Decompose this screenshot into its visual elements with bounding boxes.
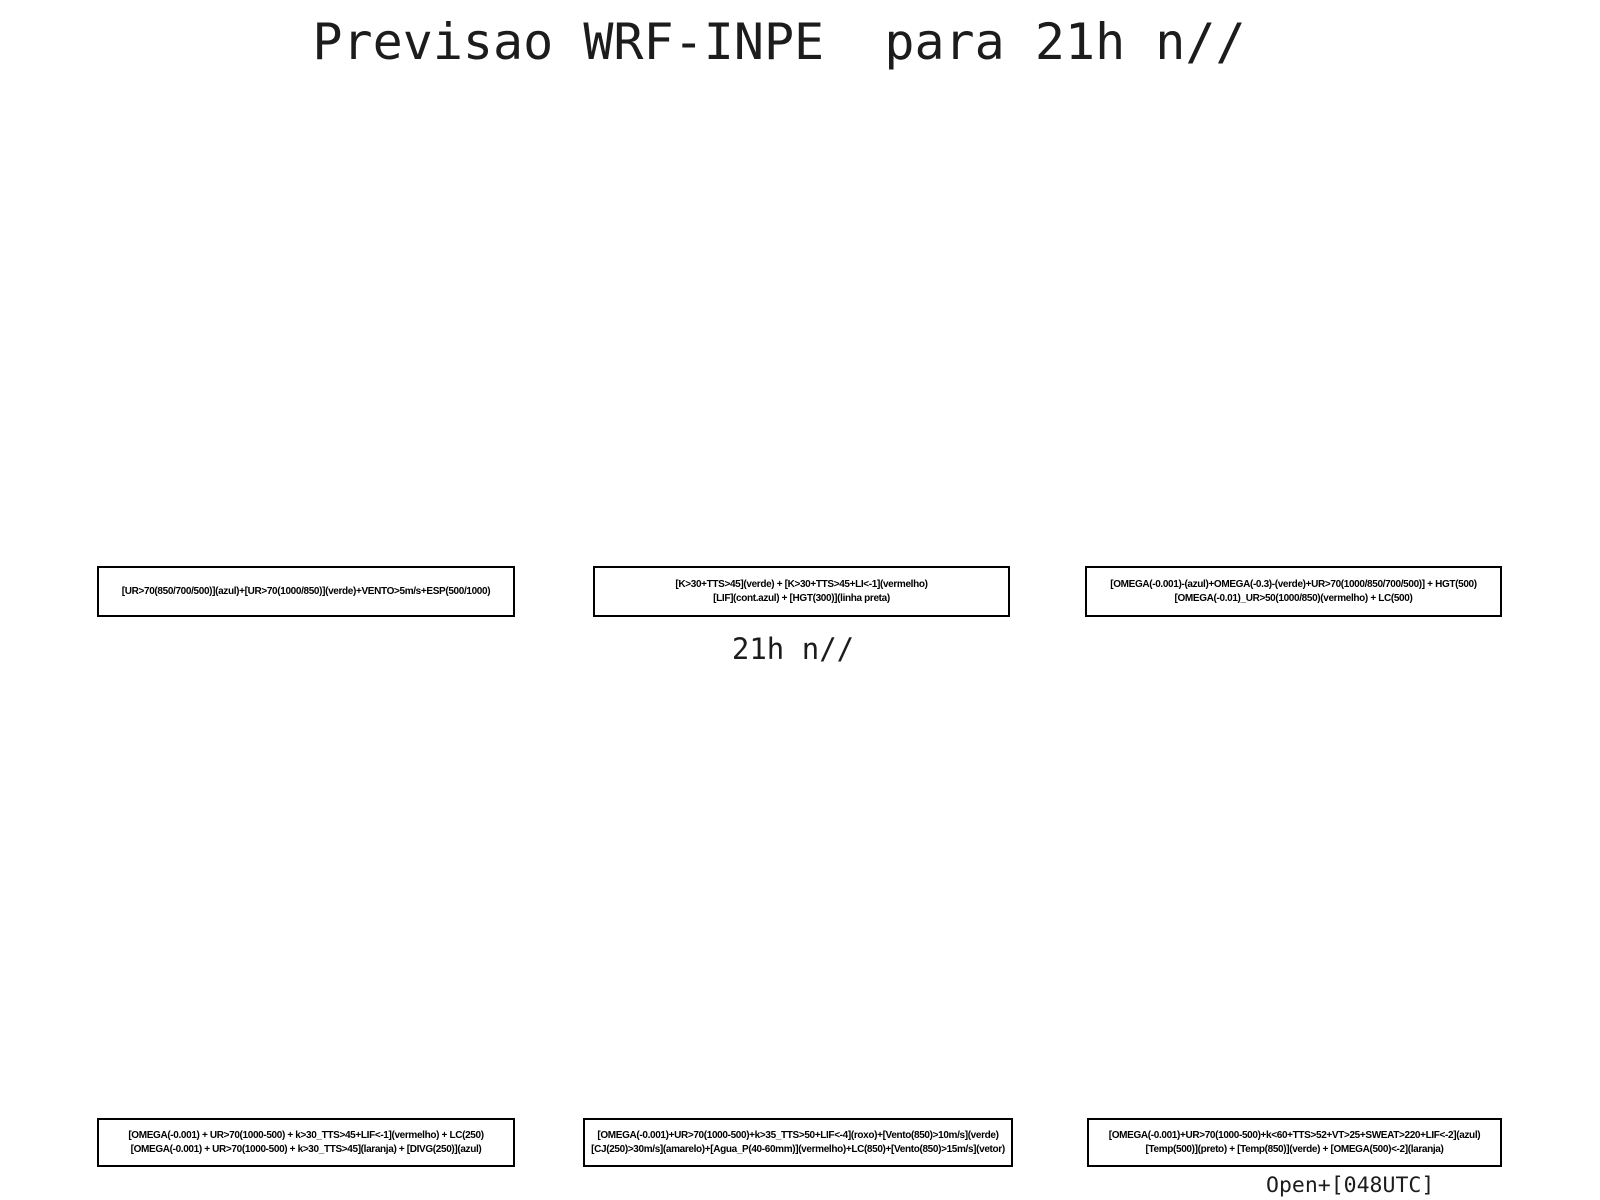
legend-box-bottom-right: [1087, 1118, 1502, 1167]
legend-line: [CJ(250)>30m/s](amarelo)+[Agua_P(40-60mm)](vermelho)+LC(850)+[Vento(850)>15m/s](vetor): [591, 1144, 1005, 1155]
legend-line: [OMEGA(-0.001)+UR>70(1000-500)+k<60+TTS>52+VT>25+SWEAT>220+LIF<-2](azul): [1108, 1130, 1481, 1141]
legend-box-top-right: [1085, 566, 1502, 617]
forecast-hour-label: 21h n//: [731, 632, 855, 666]
page-title: Previsao WRF-INPE para 21h n//: [312, 13, 1246, 71]
legend-box-bottom-left: [97, 1118, 515, 1167]
legend-line: [Temp(500)](preto) + [Temp(850)](verde) + [OMEGA(500)<-2](laranja): [1145, 1144, 1444, 1155]
legend-line: [OMEGA(-0.001)+UR>70(1000-500)+k>35_TTS>50+LIF<-4](roxo)+[Vento(850)>10m/s](verde): [597, 1130, 999, 1141]
legend-line: [OMEGA(-0.001)-(azul)+OMEGA(-0.3)-(verde)+UR>70(1000/850/700/500)] + HGT(500): [1110, 579, 1477, 590]
legend-box-top-left: [97, 566, 515, 617]
legend-line: [OMEGA(-0.001) + UR>70(1000-500) + k>30_TTS>45](laranja) + [DIVG(250)](azul): [130, 1144, 482, 1155]
legend-box-top-center: [593, 566, 1010, 617]
legend-box-bottom-center: [583, 1118, 1013, 1167]
legend-line: [LIF](cont.azul) + [HGT(300)](linha preta): [713, 593, 890, 604]
legend-line: [UR>70(850/700/500)](azul)+[UR>70(1000/850)](verde)+VENTO>5m/s+ESP(500/1000): [121, 586, 491, 597]
run-cycle-label: Open+[048UTC]: [1266, 1173, 1435, 1198]
legend-line: [OMEGA(-0.001) + UR>70(1000-500) + k>30_TTS>45+LIF<-1](vermelho) + LC(250): [128, 1130, 484, 1141]
legend-line: [OMEGA(-0.01)_UR>50(1000/850)(vermelho) + LC(500): [1174, 593, 1413, 604]
legend-line: [K>30+TTS>45](verde) + [K>30+TTS>45+LI<-1](vermelho): [675, 579, 928, 590]
